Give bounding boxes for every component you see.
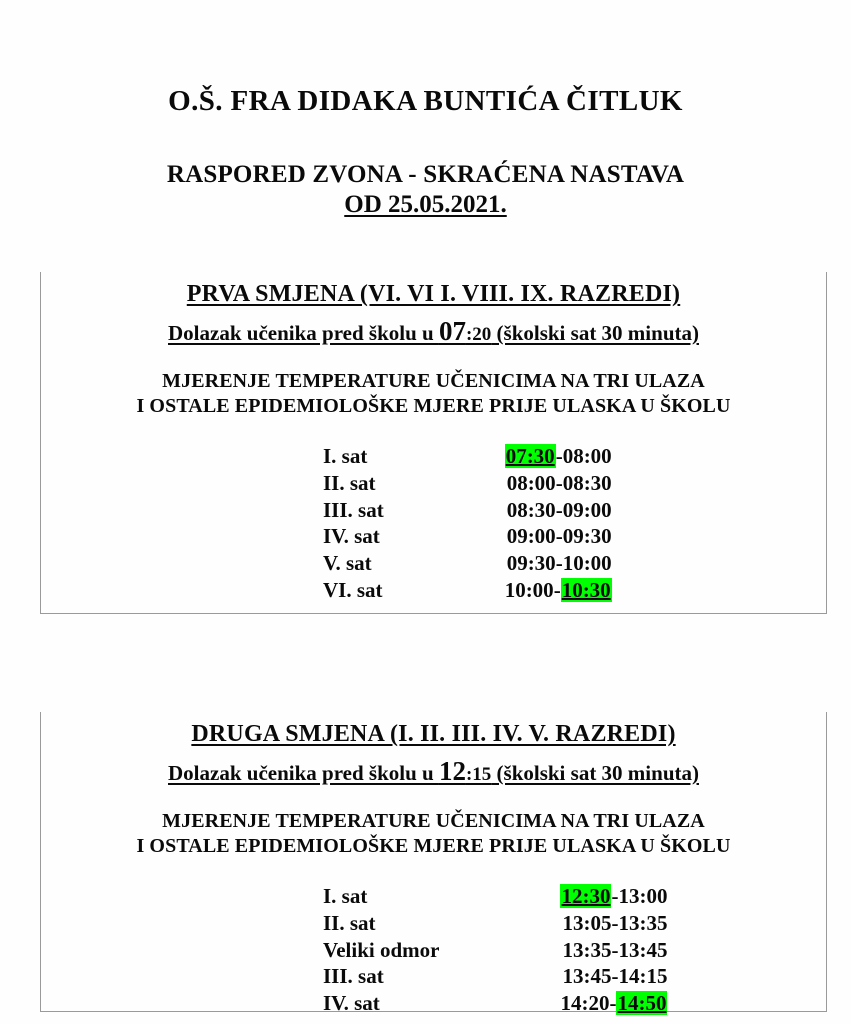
table-row <box>323 937 667 964</box>
subtitle-line-2: OD 25.05.2021. <box>344 191 507 219</box>
shift-header-second: DRUGA SMJENA (I. II. III. IV. V. RAZREDI) <box>191 721 676 747</box>
period-label: II. sat <box>323 911 376 936</box>
measures-line-1: MJERENJE TEMPERATURE UČENICIMA NA TRI ULAZA <box>162 810 705 832</box>
period-time <box>440 470 612 497</box>
period-label: III. sat <box>323 497 384 522</box>
time-end: 10:00 <box>562 551 612 575</box>
arrival-suffix: (školski sat 30 minuta) <box>491 321 699 345</box>
school-name-heading: O.Š. FRA DIDAKA BUNTIĆA ČITLUK <box>168 85 683 117</box>
measures-line-2: I OSTALE EPIDEMIOLOŠKE MJERE PRIJE ULASKA U ŠKOLU <box>136 835 731 858</box>
arrival-time-minutes: :15 <box>465 764 492 785</box>
time-separator: - <box>555 497 563 522</box>
time-start-highlighted: 12:30 <box>561 884 611 909</box>
time-start: 14:20 <box>560 991 610 1015</box>
arrival-prefix: Dolazak učenika pred školu u <box>168 761 439 785</box>
table-row <box>323 883 667 910</box>
time-separator: - <box>611 964 619 989</box>
measures-text-first <box>41 369 826 419</box>
shift-section-second <box>40 712 827 1015</box>
period-time <box>440 550 612 577</box>
time-start: 09:30 <box>506 551 556 575</box>
measures-text-second <box>41 809 826 859</box>
time-start: 13:45 <box>562 964 612 989</box>
period-label: V. sat <box>323 551 372 575</box>
time-separator: - <box>609 991 617 1015</box>
period-time <box>495 963 667 990</box>
time-separator: - <box>611 937 619 962</box>
time-end-highlighted: 10:30 <box>561 577 611 602</box>
period-label: I. sat <box>323 444 368 469</box>
time-end: 09:30 <box>562 524 612 549</box>
time-start: 13:35 <box>562 937 612 962</box>
time-separator: - <box>555 524 563 549</box>
time-start-highlighted: 07:30 <box>505 444 555 469</box>
period-time <box>440 523 612 550</box>
arrival-suffix: (školski sat 30 minuta) <box>491 761 699 785</box>
time-start: 10:00 <box>504 577 554 602</box>
table-row <box>323 577 612 604</box>
subtitle-line-1: RASPORED ZVONA - SKRAĆENA NASTAVA <box>166 160 685 188</box>
time-separator: - <box>555 444 563 469</box>
time-end: 09:00 <box>562 497 612 522</box>
table-row <box>323 523 612 550</box>
time-separator: - <box>553 577 561 602</box>
schedule-table-first <box>323 443 612 603</box>
period-label: I. sat <box>323 884 368 909</box>
table-row <box>323 443 612 470</box>
arrival-time-hour: 12 <box>438 756 466 786</box>
measures-line-1: MJERENJE TEMPERATURE UČENICIMA NA TRI ULAZA <box>162 370 705 392</box>
period-label: IV. sat <box>323 524 380 549</box>
period-time <box>495 910 667 937</box>
table-row <box>323 470 612 497</box>
time-end: 13:00 <box>618 884 668 909</box>
period-label: VI. sat <box>323 577 383 602</box>
time-end: 13:35 <box>618 911 668 936</box>
arrival-line-second <box>41 756 826 787</box>
period-time <box>495 990 667 1017</box>
period-time <box>440 443 612 470</box>
table-row <box>323 497 612 524</box>
shift-header-first: PRVA SMJENA (VI. VI I. VIII. IX. RAZREDI) <box>186 281 681 307</box>
shift-section-first <box>40 272 827 614</box>
time-separator: - <box>555 551 563 575</box>
period-time <box>495 937 667 964</box>
period-label: III. sat <box>323 964 384 989</box>
arrival-time-minutes: :20 <box>465 324 492 345</box>
time-end: 13:45 <box>618 937 668 962</box>
period-time <box>495 883 667 910</box>
measures-line-2: I OSTALE EPIDEMIOLOŠKE MJERE PRIJE ULASKA U ŠKOLU <box>136 395 731 418</box>
time-start: 09:00 <box>506 524 556 549</box>
arrival-prefix: Dolazak učenika pred školu u <box>168 321 439 345</box>
arrival-time-hour: 07 <box>438 316 466 346</box>
period-label: IV. sat <box>323 991 380 1015</box>
time-start: 08:30 <box>506 497 556 522</box>
title-block <box>0 0 851 221</box>
time-end: 08:30 <box>562 471 612 496</box>
period-time <box>440 497 612 524</box>
table-row <box>323 963 667 990</box>
period-time <box>440 577 612 604</box>
time-end-highlighted: 14:50 <box>617 991 667 1015</box>
table-row <box>323 550 612 577</box>
time-end: 08:00 <box>562 444 612 469</box>
time-start: 08:00 <box>506 471 556 496</box>
period-label: Veliki odmor <box>323 937 440 962</box>
arrival-line-first <box>41 316 826 347</box>
time-separator: - <box>611 911 619 936</box>
time-separator: - <box>555 471 563 496</box>
document-subtitle <box>0 160 851 221</box>
table-row <box>323 990 667 1017</box>
time-start: 13:05 <box>562 911 612 936</box>
time-end: 14:15 <box>618 964 668 989</box>
period-label: II. sat <box>323 471 376 496</box>
table-row <box>323 910 667 937</box>
time-separator: - <box>611 884 619 909</box>
schedule-table-second <box>323 883 667 1016</box>
